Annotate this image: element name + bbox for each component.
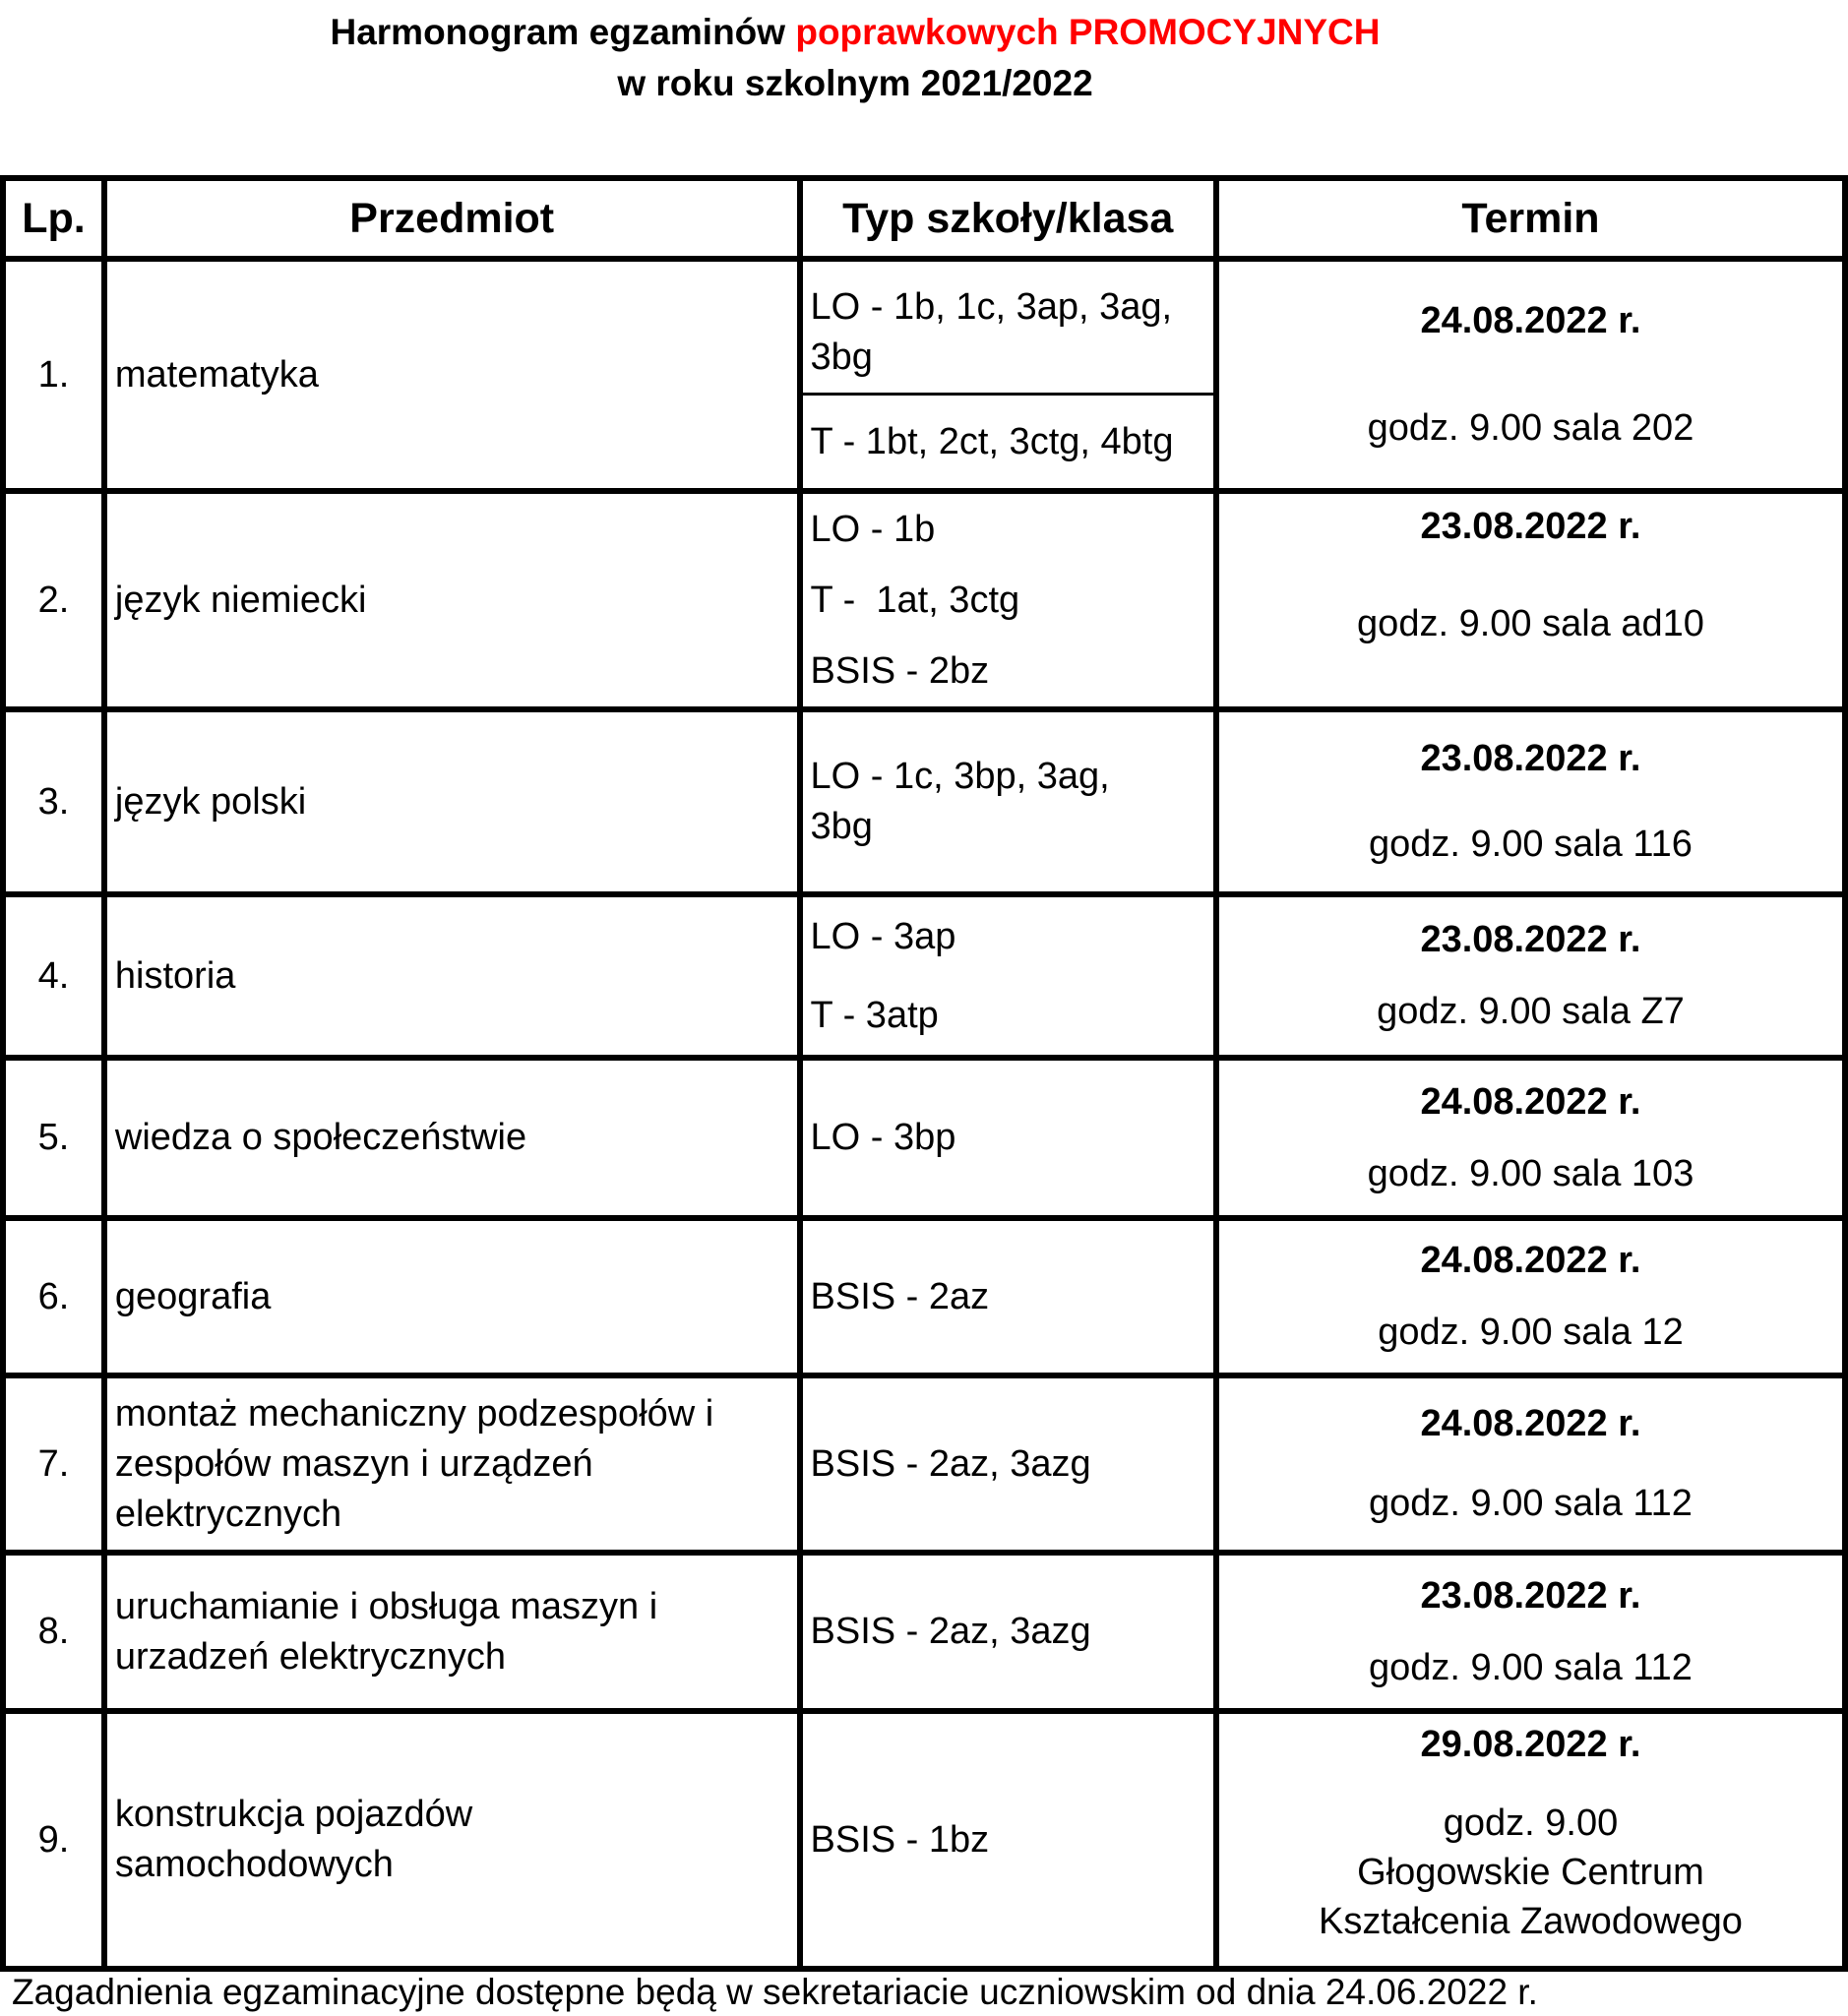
table-row bbox=[3, 1553, 1845, 1711]
table-row bbox=[3, 1058, 1845, 1218]
title-highlight: poprawkowych PROMOCYJNYCH bbox=[795, 12, 1381, 52]
row-type bbox=[800, 1058, 1216, 1218]
row-lp: 4. bbox=[3, 894, 104, 1058]
exam-date: 24.08.2022 r. bbox=[1420, 1080, 1641, 1123]
exam-date: 29.08.2022 r. bbox=[1420, 1724, 1641, 1765]
header-term: Termin bbox=[1216, 178, 1845, 259]
row-term bbox=[1216, 1375, 1845, 1553]
exam-time: godz. 9.00 sala 112 bbox=[1369, 1483, 1693, 1524]
row-term bbox=[1216, 894, 1845, 1058]
exam-date: 24.08.2022 r. bbox=[1420, 1240, 1641, 1281]
row-type bbox=[800, 1375, 1216, 1553]
exam-place: Głogowskie Centrum Kształcenia Zawodowego bbox=[1319, 1852, 1743, 1942]
row-lp: 5. bbox=[3, 1058, 104, 1218]
row-subject: uruchamianie i obsługa maszyn i urzadzeń elektrycznych bbox=[104, 1553, 800, 1711]
row-term bbox=[1216, 491, 1845, 709]
table-header-row bbox=[3, 178, 1845, 259]
row-type bbox=[800, 894, 1216, 1058]
type-line: BSIS - 2bz bbox=[810, 650, 990, 692]
type-line: LO - 3bp bbox=[810, 1117, 956, 1158]
row-type bbox=[800, 1218, 1216, 1375]
row-lp: 8. bbox=[3, 1553, 104, 1711]
row-type bbox=[800, 709, 1216, 894]
table-row bbox=[3, 1375, 1845, 1553]
exam-date: 23.08.2022 r. bbox=[1420, 506, 1641, 547]
row-lp: 3. bbox=[3, 709, 104, 894]
exam-time: godz. 9.00 sala 116 bbox=[1369, 824, 1693, 865]
exam-time: godz. 9.00 bbox=[1443, 1802, 1619, 1844]
exam-time: godz. 9.00 sala ad10 bbox=[1357, 603, 1704, 644]
exam-time: godz. 9.00 sala Z7 bbox=[1377, 991, 1685, 1032]
exam-date: 24.08.2022 r. bbox=[1420, 1403, 1641, 1444]
type-line: T - 1at, 3ctg bbox=[810, 580, 1020, 621]
table-row bbox=[3, 1218, 1845, 1375]
row-type bbox=[800, 259, 1216, 491]
exam-date: 23.08.2022 r. bbox=[1420, 919, 1641, 960]
row-type bbox=[800, 1711, 1216, 1969]
table-row bbox=[3, 491, 1845, 709]
table-row bbox=[3, 259, 1845, 491]
exam-time: godz. 9.00 sala 103 bbox=[1367, 1152, 1694, 1194]
exam-date: 23.08.2022 r. bbox=[1420, 738, 1641, 779]
exam-date: 23.08.2022 r. bbox=[1420, 1574, 1641, 1617]
row-subject: język polski bbox=[104, 709, 800, 894]
row-subject: konstrukcja pojazdów samochodowych bbox=[104, 1711, 800, 1969]
schedule-table bbox=[0, 175, 1848, 1972]
header-subject: Przedmiot bbox=[104, 178, 800, 259]
type-line: T - 3atp bbox=[810, 995, 939, 1036]
footer-note: Zagadnienia egzaminacyjne dostępne będą w sekretariacie uczniowskim od dnia 24.06.2022 r. bbox=[12, 1972, 1538, 2012]
row-subject: historia bbox=[104, 894, 800, 1058]
row-subject: geografia bbox=[104, 1218, 800, 1375]
row-term bbox=[1216, 1711, 1845, 1969]
row-lp: 1. bbox=[3, 259, 104, 491]
exam-time: godz. 9.00 sala 112 bbox=[1369, 1646, 1693, 1688]
type-line: LO - 3ap bbox=[810, 916, 956, 957]
type-line: LO - 1c, 3bp, 3ag, 3bg bbox=[810, 756, 1110, 847]
row-subject: język niemiecki bbox=[104, 491, 800, 709]
row-lp: 7. bbox=[3, 1375, 104, 1553]
row-subject: wiedza o społeczeństwie bbox=[104, 1058, 800, 1218]
type-line: BSIS - 1bz bbox=[810, 1818, 990, 1861]
row-subject: montaż mechaniczny podzespołów i zespołów maszyn i urządzeń elektrycznych bbox=[104, 1375, 800, 1553]
type-line: LO - 1b, 1c, 3ap, 3ag, 3bg bbox=[810, 286, 1173, 378]
row-lp: 2. bbox=[3, 491, 104, 709]
header-type: Typ szkoły/klasa bbox=[800, 178, 1216, 259]
row-term bbox=[1216, 1058, 1845, 1218]
exam-date: 24.08.2022 r. bbox=[1420, 300, 1641, 341]
row-type bbox=[800, 491, 1216, 709]
row-lp: 9. bbox=[3, 1711, 104, 1969]
table-row bbox=[3, 709, 1845, 894]
header-lp: Lp. bbox=[3, 178, 104, 259]
type-line: LO - 1b bbox=[810, 509, 936, 550]
row-term bbox=[1216, 1553, 1845, 1711]
row-term bbox=[1216, 709, 1845, 894]
title-part1: Harmonogram egzaminów bbox=[330, 12, 796, 52]
exam-time: godz. 9.00 sala 12 bbox=[1378, 1312, 1684, 1353]
row-type bbox=[800, 1553, 1216, 1711]
page-title bbox=[0, 10, 1779, 55]
row-subject: matematyka bbox=[104, 259, 800, 491]
row-term bbox=[1216, 259, 1845, 491]
table-row bbox=[3, 1711, 1845, 1969]
table-row bbox=[3, 894, 1845, 1058]
type-line: T - 1bt, 2ct, 3ctg, 4btg bbox=[803, 393, 1219, 467]
type-line: BSIS - 2az, 3azg bbox=[810, 1611, 1091, 1652]
page-subtitle: w roku szkolnym 2021/2022 bbox=[617, 63, 1093, 103]
type-line: BSIS - 2az bbox=[810, 1275, 990, 1317]
row-term bbox=[1216, 1218, 1845, 1375]
exam-time: godz. 9.00 sala 202 bbox=[1367, 407, 1694, 449]
type-line: BSIS - 2az, 3azg bbox=[810, 1442, 1091, 1485]
row-lp: 6. bbox=[3, 1218, 104, 1375]
schedule-table-wrapper bbox=[0, 175, 1848, 1972]
